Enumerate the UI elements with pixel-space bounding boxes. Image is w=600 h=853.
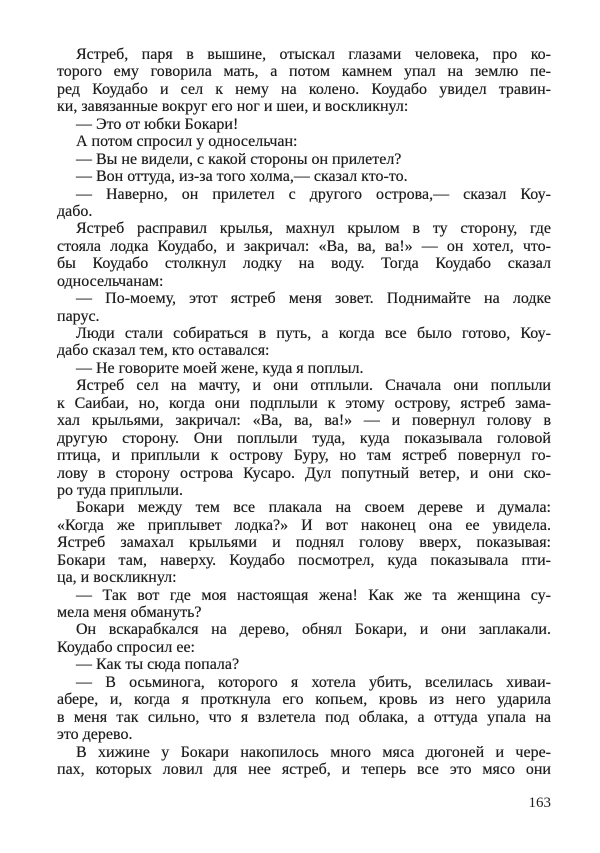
paragraph	[57, 587, 551, 622]
paragraph	[57, 116, 551, 133]
text-line: лову в сторону острова Кусаро. Дул попутный ветер, и они ско-	[57, 464, 551, 482]
paragraph	[57, 499, 551, 586]
text-line: — Как ты сюда попала?	[76, 656, 240, 674]
text-line: это дерево.	[57, 726, 133, 744]
text-line: дабо.	[57, 202, 93, 220]
paragraph	[57, 674, 551, 744]
text-line: Коудабо спросил ее:	[57, 638, 195, 656]
paragraph	[57, 290, 551, 325]
paragraph	[57, 744, 551, 779]
text-line: Ястреб, паря в вышине, отыскал глазами человека, про ко-	[76, 46, 551, 63]
text-line: Ястреб сел на мачту, и они отплыли. Сначала они поплыли	[76, 377, 551, 395]
text-line: птица, и приплыли к острову Буру, но там ястреб повернул го-	[57, 447, 551, 465]
text-line: — Это от юбки Бокари!	[76, 115, 239, 133]
text-line: Ястреб расправил крылья, махнул крылом в ту сторону, где	[76, 220, 551, 238]
text-line: абере, и, когда я проткнула его копьем, кровь из него ударила	[57, 691, 551, 709]
text-line: Ястреб замахал крыльями и поднял голову вверх, показывая:	[57, 534, 551, 552]
text-line: ки, завязанные вокруг его ног и шеи, и воскликнул:	[57, 98, 409, 116]
text-line: в меня так сильно, что я взлетела под облака, а оттуда упала на	[57, 708, 551, 726]
text-line: мела меня обмануть?	[57, 604, 202, 621]
text-line: Бокари между тем все плакала на своем дереве и думала:	[76, 499, 551, 517]
text-line: ро туда приплыли.	[57, 481, 183, 499]
text-line: торого ему говорила мать, а потом камнем упал на землю пе-	[57, 63, 551, 81]
text-line: к Саибаи, но, когда они подплыли к этому острову, ястреб зама-	[57, 394, 551, 412]
paragraph	[57, 186, 551, 221]
text-line: — По-моему, этот ястреб меня зовет. Поднимайте на лодке	[76, 290, 551, 308]
text-line: — Так вот где моя настоящая жена! Как же та женщина су-	[76, 586, 551, 604]
text-line: — Наверно, он прилетел с другого острова,— сказал Коу-	[76, 185, 551, 203]
paragraph	[57, 168, 551, 185]
paragraph	[57, 621, 551, 656]
text-line: — Вы не видели, с какой стороны он прилетел?	[76, 150, 402, 168]
paragraph	[57, 151, 551, 168]
text-line: ред Коудабо и сел к нему на колено. Коудабо увидел травин-	[57, 80, 551, 98]
paragraph	[57, 360, 551, 377]
paragraph	[57, 377, 551, 499]
text-line: другую сторону. Они поплыли туда, куда показывала головой	[57, 429, 551, 447]
text-line: Он вскарабкался на дерево, обнял Бокари, и они заплакали.	[76, 621, 551, 639]
text-line: — Не говорите моей жене, куда я поплыл.	[76, 359, 364, 377]
text-line: односельчанам:	[57, 272, 164, 290]
paragraph	[57, 133, 551, 150]
text-line: — Вон оттуда, из-за того холма,— сказал кто-то.	[76, 168, 408, 186]
text-line: хал крыльями, закричал: «Ва, ва, ва!» — и повернул голову в	[57, 412, 551, 430]
paragraph	[57, 220, 551, 290]
text-line: В хижине у Бокари накопилось много мяса дюгоней и чере-	[76, 743, 551, 761]
text-line: парус.	[57, 307, 100, 325]
text-line: — В осьминога, которого я хотела убить, вселилась хиваи-	[76, 673, 551, 691]
paragraph	[57, 325, 551, 360]
text-line: пах, которых ловил для нее ястреб, и теперь все это мясо они	[57, 760, 551, 778]
text-line: А потом спросил у односельчан:	[76, 133, 298, 151]
text-line: Люди стали собираться в путь, а когда все было готово, Коу-	[76, 325, 551, 342]
text-line: Бокари там, наверху. Коудабо посмотрел, куда показывала пти-	[57, 551, 551, 569]
text-line: дабо сказал тем, кто оставался:	[57, 342, 270, 360]
paragraph	[57, 656, 551, 673]
text-line: стояла лодка Коудабо, и закричал: «Ва, ва, ва!» — он хотел, что-	[57, 237, 551, 255]
text-line: ца, и воскликнул:	[57, 569, 177, 587]
text-line: «Когда же приплывет лодка?» И вот наконец она ее увидела.	[57, 516, 551, 534]
page-number: 163	[528, 795, 551, 811]
text-line: бы Коудабо столкнул лодку на воду. Тогда Коудабо сказал	[57, 255, 551, 273]
paragraph	[57, 46, 551, 116]
body-text	[57, 46, 551, 778]
